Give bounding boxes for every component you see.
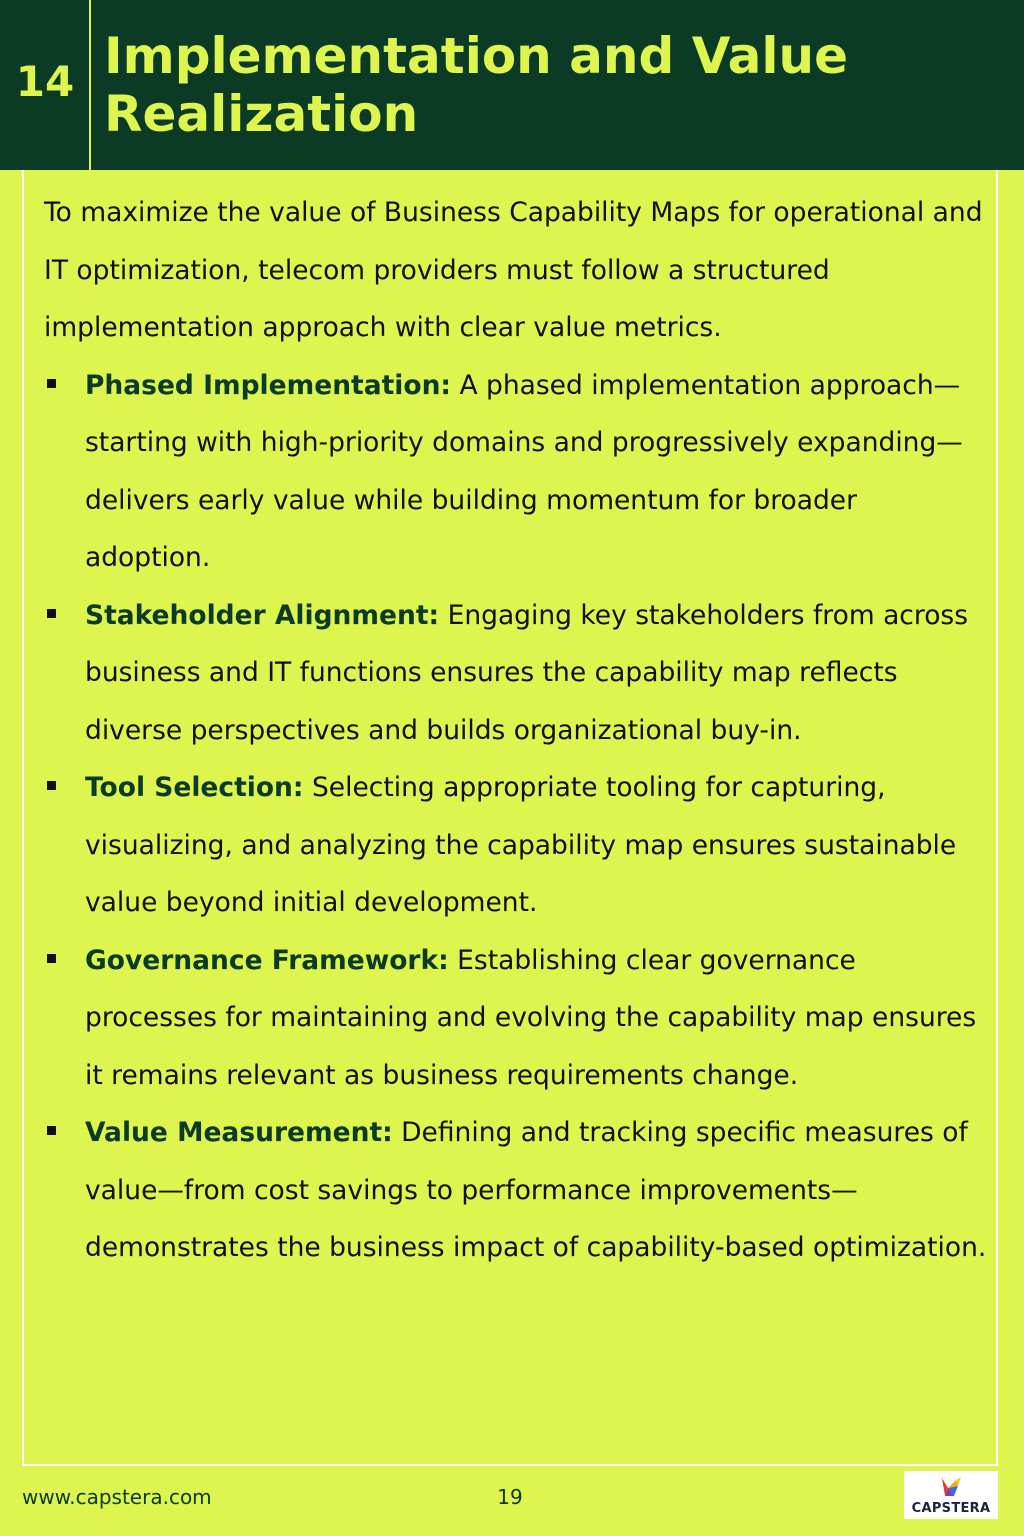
intro-paragraph: To maximize the value of Business Capability Maps for operational and IT optimization, telecom providers must follow a structured implementation approach with clear value metrics. [44,197,983,343]
bullet-text: A phased implementation approach—starting with high-priority domains and progressively expanding—delivers early value while building momentum for broader adoption. [85,369,963,573]
header-divider [89,0,91,170]
content-body [44,184,989,1277]
page-number: 19 [497,1485,523,1509]
square-bullet-icon [47,781,56,790]
bullet-term: Governance Framework: [85,944,449,976]
page-header [0,0,1024,170]
capstera-logo-icon [938,1474,964,1500]
website-link[interactable]: www.capstera.com [22,1485,212,1509]
square-bullet-icon [47,1126,56,1135]
bullet-term: Phased Implementation: [85,369,452,401]
bullet-term: Value Measurement: [85,1117,393,1148]
bullet-text: Establishing clear governance processes for maintaining and evolving the capability map ensures it remains relevant as business requirements change. [85,944,977,1091]
bullet-list [44,357,989,1277]
section-number: 14 [15,57,75,106]
list-item [44,759,989,932]
capstera-logo [904,1471,998,1519]
bullet-text: Selecting appropriate tooling for capturing, visualizing, and analyzing the capability map ensures sustainable value beyond initial development. [85,772,957,918]
square-bullet-icon [47,609,56,618]
logo-text: CAPSTERA [911,1501,991,1516]
bullet-term: Stakeholder Alignment: [85,599,440,631]
list-item [44,587,989,760]
square-bullet-icon [47,954,56,963]
list-item [44,932,989,1105]
list-item [44,1104,989,1277]
page-title: Implementation and Value Realization [104,27,849,143]
bullet-term: Tool Selection: [85,772,304,803]
bullet-text: Engaging key stakeholders from across business and IT functions ensures the capability map reflects diverse perspectives and builds organizational buy-in. [85,599,969,746]
list-item [44,357,989,587]
bullet-text: Defining and tracking specific measures of value—from cost savings to performance improvements—demonstrates the business impact of capability-based optimization. [85,1117,987,1263]
square-bullet-icon [47,379,56,388]
